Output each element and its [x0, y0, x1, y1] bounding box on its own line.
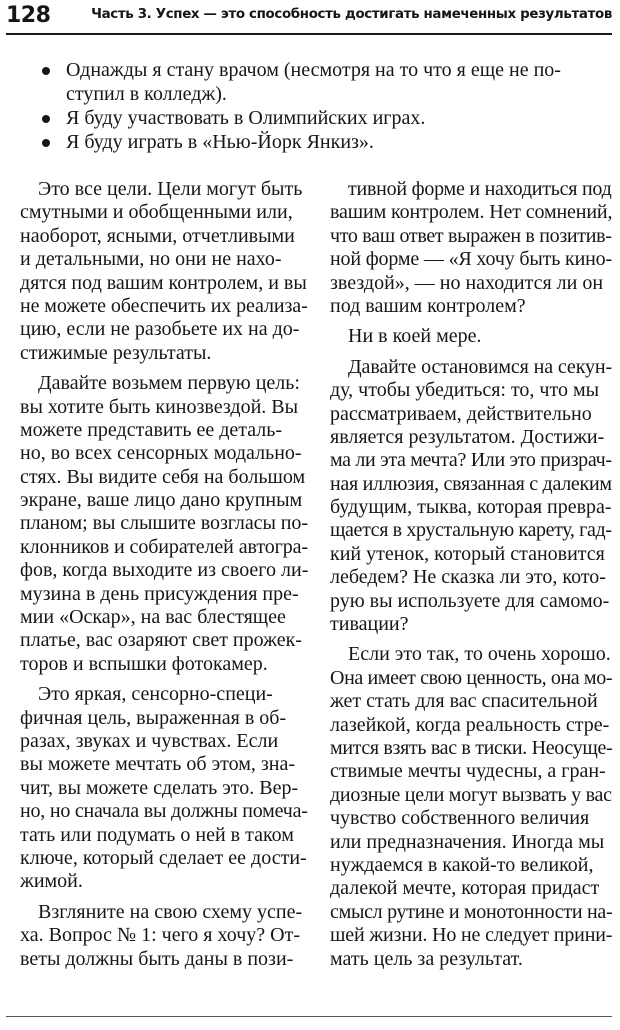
- paragraph-line: нуждаемся в какой-то великой,: [330, 853, 594, 876]
- paragraph-line: рую вы используете для самомо-: [330, 589, 610, 612]
- page-number: 128: [6, 3, 51, 28]
- header-rule: [6, 33, 612, 35]
- paragraph-line: звездой», — но находится ли он: [330, 271, 604, 294]
- paragraph-line: ная иллюзия, связанная с далеким: [330, 472, 612, 495]
- paragraph-line: шей жизни. Но не следует прини-: [330, 924, 613, 947]
- page-header: [6, 0, 612, 36]
- bullet-text: ступил в колледж).: [66, 83, 227, 105]
- paragraph-line: чит, вы можете сделать это. Вер-: [20, 776, 299, 799]
- paragraph-line: ключе, который сделает ее дости-: [20, 846, 307, 869]
- paragraph-line: ной форме — «Я хочу быть кино-: [330, 248, 612, 271]
- paragraph-line: вашим контролем. Нет сомнений,: [330, 201, 613, 224]
- bullet-text: Я буду играть в «Нью-Йорк Янкиз».: [66, 131, 374, 153]
- paragraph-first-line: Давайте возьмем первую цель:: [38, 372, 300, 395]
- paragraph-line: далекой мечте, которая придаст: [330, 877, 600, 900]
- paragraph-line: торов и вспышки фотокамер.: [20, 652, 268, 675]
- paragraph-line: под вашим контролем?: [330, 294, 526, 317]
- paragraph-first-line: Это все цели. Цели могут быть: [38, 178, 303, 200]
- paragraph-first-line: Ни в коей мере.: [348, 325, 482, 348]
- paragraph-line: является результатом. Достижи-: [330, 425, 605, 448]
- right-text-column: [330, 178, 612, 971]
- paragraph-line: фов, когда выходите из своего ли-: [20, 559, 309, 582]
- paragraph-line: веты должны быть даны в пози-: [20, 947, 294, 970]
- bullet-item: [40, 130, 584, 154]
- paragraph-line: жимой.: [20, 870, 83, 893]
- paragraph-line: стижимые результаты.: [20, 341, 212, 364]
- left-text-column: [20, 178, 308, 971]
- paragraph-line: дятся под вашим контролем, и вы: [20, 271, 307, 294]
- paragraph-line: вы хотите быть кинозвездой. Вы: [20, 395, 299, 418]
- paragraph-line: не можете обеспечить их реализа-: [20, 294, 308, 317]
- bullet-item-continuation: [40, 82, 584, 106]
- paragraph-first-line: Это яркая, сенсорно-специ-: [38, 683, 273, 706]
- paragraph-line: вы можете мечтать об этом, зна-: [20, 753, 296, 776]
- paragraph-line: мать цель за результат.: [330, 947, 523, 970]
- paragraph-line: тивации?: [330, 613, 409, 636]
- paragraph-line: тать или подумать о ней в таком: [20, 823, 294, 846]
- paragraph-first-line: Давайте остановимся на секун-: [348, 355, 613, 378]
- paragraph-line: но, во всех сенсорных модально-: [20, 442, 302, 465]
- paragraph-line: ствимые мечты чудесны, а гран-: [330, 760, 606, 783]
- paragraph-line: можете представить ее деталь-: [20, 418, 283, 441]
- paragraph-line: цию, если не разобьете их на до-: [20, 318, 300, 341]
- paragraph-line: лазейкой, когда реальность стре-: [330, 713, 610, 736]
- bullet-item: [40, 58, 584, 82]
- paragraph-line: фичная цель, выраженная в об-: [20, 706, 287, 729]
- bullet-item: [40, 106, 584, 130]
- paragraph-line: лебедем? Не сказка ли это, кото-: [330, 566, 606, 589]
- paragraph-line: будущим, тыква, которая превра-: [330, 496, 612, 519]
- paragraph-line: и детальными, но они не нахо-: [20, 248, 282, 271]
- paragraph-line: но, но сначала вы должны помеча-: [20, 800, 308, 823]
- paragraph-line: смутными и обобщенными или,: [20, 201, 293, 224]
- paragraph-line: разах, звуках и чувствах. Если: [20, 729, 279, 752]
- paragraph-first-line: Если это так, то очень хорошо.: [348, 643, 611, 666]
- bullet-text: Однажды я стану врачом (несмотря на то что я еще не по-: [66, 59, 561, 81]
- paragraph-line: экране, ваше лицо дано крупным: [20, 489, 303, 512]
- bullet-dot-icon: [42, 115, 50, 123]
- paragraph-line: стях. Вы видите себя на большом: [20, 465, 306, 488]
- paragraph-line: или предназначения. Иногда мы: [330, 830, 605, 853]
- paragraph-line: ду, чтобы убедиться: то, что мы: [330, 379, 600, 402]
- paragraph-line: клонников и собирателей автогра-: [20, 535, 308, 558]
- running-title: Часть 3. Успех — это способность достигать намеченных результатов: [91, 7, 612, 22]
- bullet-dot-icon: [42, 67, 50, 75]
- paragraph-line: планом; вы слышите возгласы по-: [20, 512, 308, 535]
- paragraph-line: что ваш ответ выражен в позитив-: [330, 224, 612, 247]
- paragraph-line: кий утенок, который становится: [330, 542, 605, 565]
- paragraph-line: мится взять вас в тиски. Неосуще-: [330, 736, 613, 759]
- bullet-text: Я буду участвовать в Олимпийских играх.: [66, 107, 426, 129]
- paragraph-line: смысл рутине и монотонности на-: [330, 900, 613, 923]
- bullet-dot-icon: [42, 139, 50, 147]
- paragraph-line: наоборот, ясными, отчетливыми: [20, 224, 295, 247]
- footer-rule: [6, 1016, 612, 1017]
- goal-bullet-list: [40, 58, 584, 154]
- paragraph-line: диозные цели могут вызвать у вас: [330, 783, 612, 806]
- paragraph-line: мии «Оскар», на вас блестящее: [20, 606, 286, 629]
- paragraph-line: музина в день присуждения пре-: [20, 582, 299, 605]
- paragraph-line: платье, вас озаряют свет прожек-: [20, 629, 302, 652]
- paragraph-line: щается в хрустальную карету, гад-: [330, 519, 612, 542]
- paragraph-line: Она имеет свою ценность, она мо-: [330, 666, 613, 689]
- paragraph-line: ха. Вопрос № 1: чего я хочу? От-: [20, 924, 301, 947]
- paragraph-first-line: Взгляните на свою схему успе-: [38, 900, 303, 923]
- paragraph-line: чувство собственного величия: [330, 807, 590, 830]
- paragraph-line: жет стать для вас спасительной: [330, 690, 598, 713]
- paragraph-first-line: тивной форме и находиться под: [348, 178, 612, 200]
- paragraph-line: ма ли эта мечта? Или это призрач-: [330, 449, 612, 472]
- paragraph-line: рассматриваем, действительно: [330, 402, 592, 425]
